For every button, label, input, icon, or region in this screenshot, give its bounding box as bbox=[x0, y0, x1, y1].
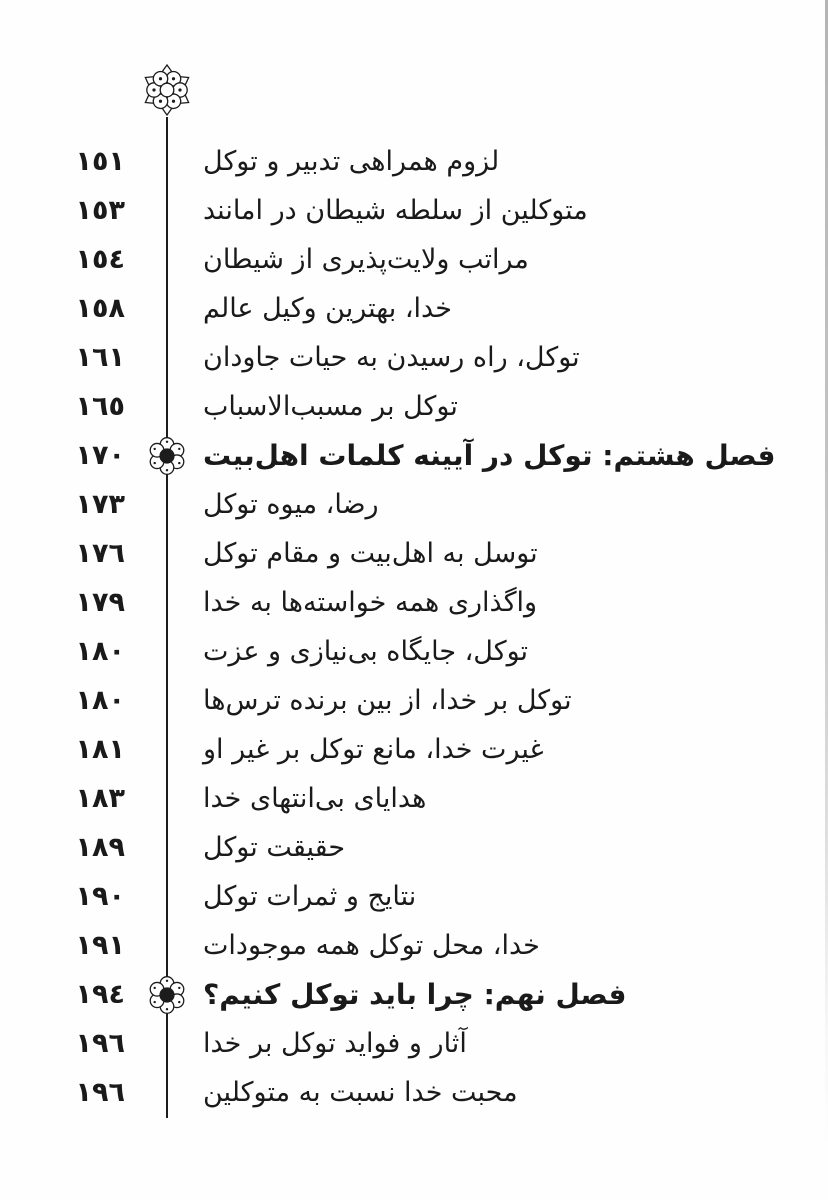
toc-entry-title: فصل نهم: چرا باید توکل کنیم؟ bbox=[203, 977, 627, 1011]
page-number: ١٥٨ bbox=[75, 293, 125, 324]
toc-entry-title: واگذاری همه خواسته‌ها به خدا bbox=[203, 587, 538, 618]
toc-row bbox=[0, 1068, 828, 1117]
page-number: ١٩٤ bbox=[75, 979, 125, 1010]
page-number: ١٩٠ bbox=[75, 881, 125, 912]
page-number: ١٩٦ bbox=[75, 1077, 125, 1108]
toc-row bbox=[0, 480, 828, 529]
page-number: ١٨٠ bbox=[75, 685, 125, 716]
toc-row bbox=[0, 235, 828, 284]
toc-chapter-row bbox=[0, 431, 828, 480]
toc-chapter-row bbox=[0, 970, 828, 1019]
page-number: ١٥١ bbox=[75, 146, 125, 177]
page-number: ١٥٣ bbox=[75, 195, 125, 226]
toc-entry-title: مراتب ولایت‌پذیری از شیطان bbox=[203, 244, 529, 275]
toc-entry-title: غیرت خدا، مانع توکل بر غیر او bbox=[203, 734, 544, 765]
toc-entry-title: خدا، محل توکل همه موجودات bbox=[203, 930, 540, 961]
page-number: ١٦١ bbox=[75, 342, 125, 373]
page-number: ١٧٩ bbox=[75, 587, 125, 618]
page-number: ١٧٦ bbox=[75, 538, 125, 569]
toc-entry-title: توسل به اهل‌بیت و مقام توکل bbox=[203, 538, 538, 569]
page-number: ١٨٩ bbox=[75, 832, 125, 863]
page-number: ١٧٣ bbox=[75, 489, 125, 520]
toc-entry-title: فصل هشتم: توکل در آیینه کلمات اهل‌بیت bbox=[203, 438, 776, 472]
toc-entry-title: توکل، جایگاه بی‌نیازی و عزت bbox=[203, 636, 529, 667]
page-number: ١٧٠ bbox=[75, 440, 125, 471]
page-number: ١٨٣ bbox=[75, 783, 125, 814]
toc-entry-title: رضا، میوه توکل bbox=[203, 489, 379, 520]
toc-row bbox=[0, 578, 828, 627]
toc-row bbox=[0, 823, 828, 872]
toc-list bbox=[0, 137, 828, 1117]
toc-row bbox=[0, 382, 828, 431]
page-number: ١٨١ bbox=[75, 734, 125, 765]
toc-row bbox=[0, 529, 828, 578]
toc-row bbox=[0, 333, 828, 382]
toc-entry-title: توکل بر مسبب‌الاسباب bbox=[203, 391, 458, 422]
toc-entry-title: خدا، بهترین وکیل عالم bbox=[203, 293, 452, 324]
page-number: ١٨٠ bbox=[75, 636, 125, 667]
toc-row bbox=[0, 284, 828, 333]
toc-entry-title: محبت خدا نسبت به متوکلین bbox=[203, 1077, 518, 1108]
toc-entry-title: هدایای بی‌انتهای خدا bbox=[203, 783, 427, 814]
toc-row bbox=[0, 725, 828, 774]
toc-row bbox=[0, 921, 828, 970]
toc-entry-title: توکل بر خدا، از بین برنده ترس‌ها bbox=[203, 685, 572, 716]
page-number: ١٩٦ bbox=[75, 1028, 125, 1059]
toc-entry-title: نتایج و ثمرات توکل bbox=[203, 881, 417, 912]
toc-entry-title: متوکلین از سلطه شیطان در امانند bbox=[203, 195, 588, 226]
toc-entry-title: لزوم همراهی تدبیر و توکل bbox=[203, 146, 500, 177]
toc-entry-title: توکل، راه رسیدن به حیات جاودان bbox=[203, 342, 580, 373]
page-number: ١٩١ bbox=[75, 930, 125, 961]
toc-entry-title: حقیقت توکل bbox=[203, 832, 346, 863]
toc-row bbox=[0, 627, 828, 676]
toc-row bbox=[0, 137, 828, 186]
chapter-rosette-icon bbox=[146, 435, 188, 477]
toc-row bbox=[0, 872, 828, 921]
page-number: ١٥٤ bbox=[75, 244, 125, 275]
toc-row bbox=[0, 1019, 828, 1068]
header-rosette-icon bbox=[140, 63, 194, 117]
page-number: ١٦٥ bbox=[75, 391, 125, 422]
toc-row bbox=[0, 186, 828, 235]
chapter-rosette-icon bbox=[146, 974, 188, 1016]
toc-row bbox=[0, 676, 828, 725]
toc-row bbox=[0, 774, 828, 823]
toc-entry-title: آثار و فواید توکل بر خدا bbox=[203, 1028, 467, 1059]
